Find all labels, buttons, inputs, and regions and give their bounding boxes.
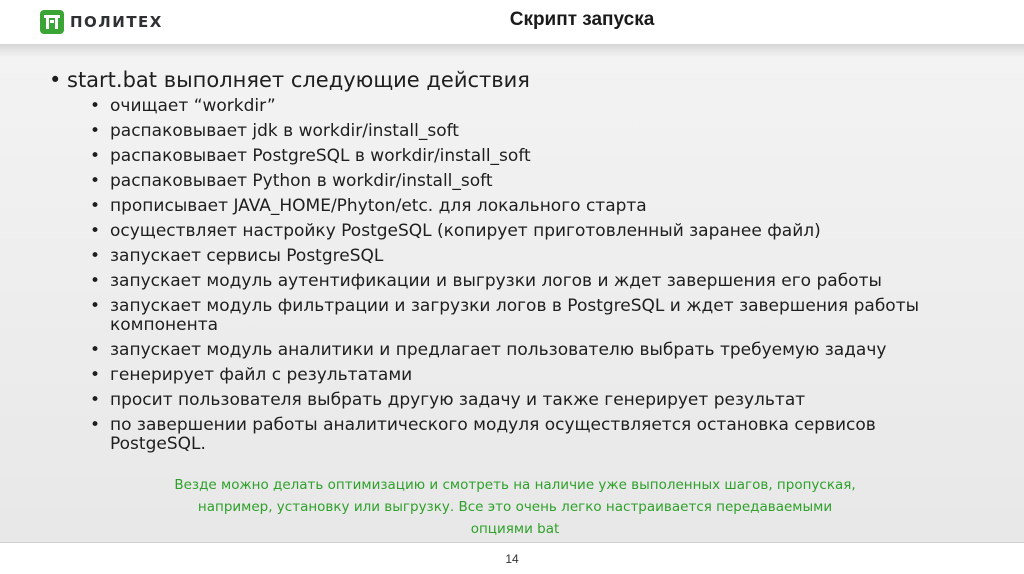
list-item: • прописывает JAVA_HOME/Phyton/etc. для локального старта <box>90 197 990 216</box>
list-item: • осуществляет настройку PostgeSQL (копирует приготовленный заранее файл) <box>90 222 990 241</box>
list-item: • распаковывает Python в workdir/install_soft <box>90 172 990 191</box>
list-item: • просит пользователя выбрать другую задачу и также генерирует результат <box>90 391 990 410</box>
list-item: • запускает сервисы PostgreSQL <box>90 247 990 266</box>
logo-icon <box>40 10 64 34</box>
bullet-icon: • <box>49 68 62 92</box>
logo-text: ПОЛИТЕХ <box>70 13 163 31</box>
slide-header <box>0 0 1024 44</box>
logo <box>40 10 163 34</box>
list-item: • запускает модуль аналитики и предлагает пользователю выбрать требуемую задачу <box>90 341 990 360</box>
list-item: • по завершении работы аналитического модуля осуществляется остановка сервисов PostgeSQL. <box>90 416 970 454</box>
list-item: • запускает модуль фильтрации и загрузки логов в PostgreSQL и ждет завершения работы компонента <box>90 297 930 335</box>
list-item: • генерирует файл с результатами <box>90 366 990 385</box>
main-bullet-text: start.bat выполняет следующие действия <box>67 68 530 92</box>
main-bullet <box>49 66 530 94</box>
list-item: • распаковывает PostgreSQL в workdir/install_soft <box>90 147 990 166</box>
list-item: • распаковывает jdk в workdir/install_soft <box>90 122 990 141</box>
steps-list <box>90 97 990 460</box>
page-title: Скрипт запуска <box>509 9 655 30</box>
header-divider <box>0 44 1024 58</box>
page-number: 14 <box>505 552 519 566</box>
footer-divider <box>0 542 1024 543</box>
optimization-note: Везде можно делать оптимизацию и смотреть на наличие уже выполенных шагов, пропуская, например, установку или выгрузку. Все это очень легко настраивается передаваемыми опциями bat <box>174 477 856 537</box>
list-item: • очищает “workdir” <box>90 97 990 116</box>
list-item: • запускает модуль аутентификации и выгрузки логов и ждет завершения его работы <box>90 272 990 291</box>
